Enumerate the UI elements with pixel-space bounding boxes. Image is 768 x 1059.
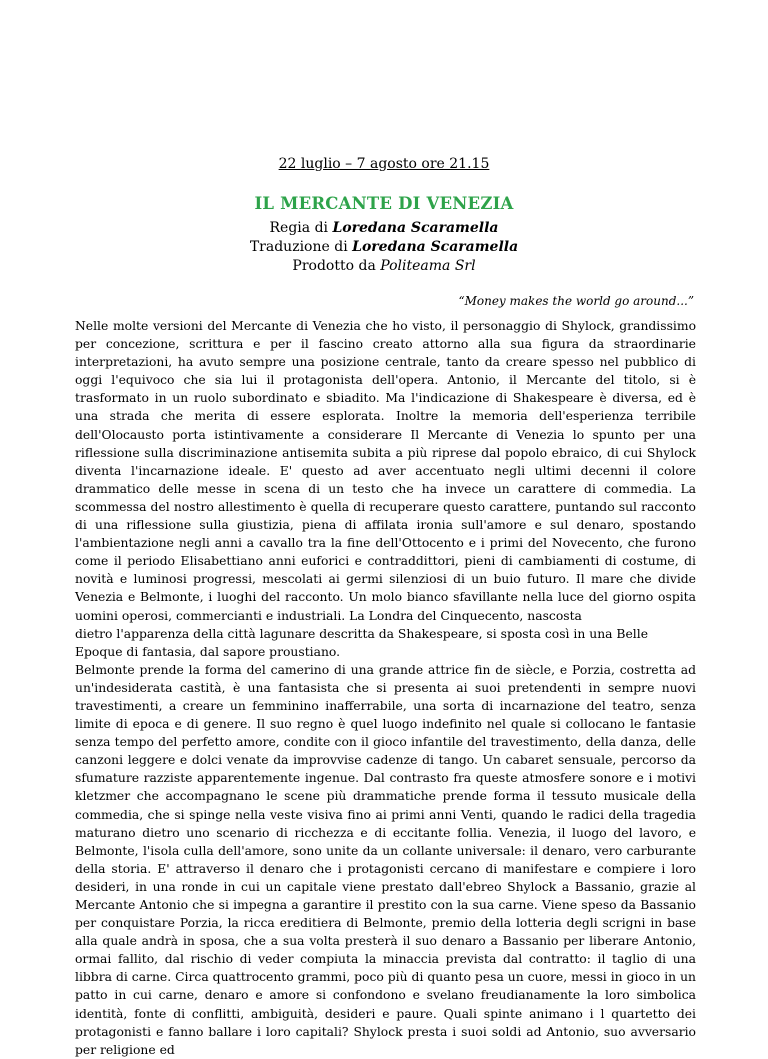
director-credit — [0, 219, 768, 238]
credit-label: Prodotto da — [292, 258, 381, 274]
body-text — [75, 317, 696, 1059]
play-title: IL MERCANTE DI VENEZIA — [254, 194, 514, 213]
paragraph: dietro l'apparenza della città lagunare descritta da Shakespeare, si sposta così in una Belle Epoque di fantasia, dal sapore proustiano. — [75, 626, 649, 659]
event-date: 22 luglio – 7 agosto ore 21.15 — [278, 156, 490, 172]
paragraph: Nelle molte versioni del Mercante di Venezia che ho visto, il personaggio di Shylock, grandissimo per concezione, scrittura e per il fascino creato attorno alla sua figura da straordinarie interpretazioni, ha avuto sempre una posizione centrale, tanto da creare spesso nel pubblico di oggi l'equivoco che sia lui il protagonista dell'opera. Antonio, il Mercante del titolo, si è trasformato in un ruolo subordinato e sbiadito. Ma l'indicazione di Shakespeare è diversa, ed è una strada che merita di essere esplorata. Inoltre la memoria dell'esperienza terribile dell'Olocausto porta istintivamente a considerare Il Mercante di Venezia lo spunto per una riflessione sulla discriminazione antisemita subita a più riprese dal popolo ebraico, di cui Shylock diventa l'incarnazione ideale. E' questo ad aver accentuato negli ultimi decenni il colore drammatico delle messe in scena di un testo che ha invece un carattere di commedia. La scommessa del nostro allestimento è quella di recuperare questo carattere, puntando sul racconto di una riflessione sulla giustizia, piena di affilata ironia sull'amore e sul denaro, spostando l'ambientazione negli anni a cavallo tra la fine dell'Ottocento e i primi del Novecento, che furono come il periodo Elisabettiano anni euforici e contraddittori, pieni di cambiamenti di costume, di novità e luminosi progressi, mescolati ai germi silenziosi di un buio futuro. Il mare che divide Venezia e Belmonte, i luoghi del racconto. Un molo bianco sfavillante nella luce del giorno ospita uomini operosi, commercianti e industriali. La Londra del Cinquecento, nascosta — [75, 319, 696, 623]
credit-label: Regia di — [269, 220, 333, 236]
paragraph: Belmonte prende la forma del camerino di una grande attrice fin de siècle, e Porzia, costretta ad un'indesiderata castità, è una fantasista che si presenta ai suoi pretendenti in sempre nuovi travestimenti, a creare un femminino inafferrabile, una sorta di incarnazione del teatro, senza limite di epoca e di genere. Il suo regno è quel luogo indefinito nel quale si collocano le fantasie senza tempo del perfetto amore, condite con il gioco infantile del travestimento, della danza, delle canzoni leggere e dolci venate da improvvise cadenze di tango. Un cabaret sensuale, percorso da sfumature razziste apparentemente ingenue. Dal contrasto fra queste atmosfere sonore e i motivi kletzmer che accompagnano le scene più drammatiche prende forma il tessuto musicale della commedia, che si spinge nella veste visiva fino ai primi anni Venti, quando le radici della tragedia maturano dietro uno scenario di ricchezza e di eccitante follia. Venezia, il luogo del lavoro, e Belmonte, l'isola culla dell'amore, sono unite da un collante universale: il denaro, vero carburante della storia. E' attraverso il denaro che i protagonisti cercano di manifestare e compiere i loro desideri, in una ronde in cui un capitale viene prestato dall'ebreo Shylock a Bassanio, grazie al Mercante Antonio che si impegna a garantire il prestito con la sua carne. Viene speso da Bassanio per conquistare Porzia, la ricca ereditiera di Belmonte, premio della lotteria degli scrigni in base alla quale andrà in sposa, che a sua volta presterà il suo denaro a Bassanio per liberare Antonio, ormai fallito, dal rischio di veder compiuta la minaccia prevista dal contratto: il taglio di una libbra di carne. Circa quattrocento grammi, poco più di quanto pesa un cuore, messi in gioco in un patto in cui carne, denaro e amore si confondono e svelano freudianamente la loro simbolica identità, fonte di conflitti, ambiguità, desideri e paure. Quali spinte animano i l quartetto dei protagonisti e fanno ballare i loro capitali? Shylock presta i suoi soldi ad Antonio, suo avversario per religione ed — [75, 662, 696, 1057]
director-name: Loredana Scaramella — [332, 220, 499, 236]
producer-name: Politeama Srl — [380, 258, 476, 274]
epigraph-quote: “Money makes the world go around...” — [458, 294, 694, 308]
credit-label: Traduzione di — [249, 239, 353, 255]
credits — [0, 219, 768, 276]
translator-name: Loredana Scaramella — [352, 239, 519, 255]
producer-credit — [0, 257, 768, 276]
translation-credit — [0, 238, 768, 257]
